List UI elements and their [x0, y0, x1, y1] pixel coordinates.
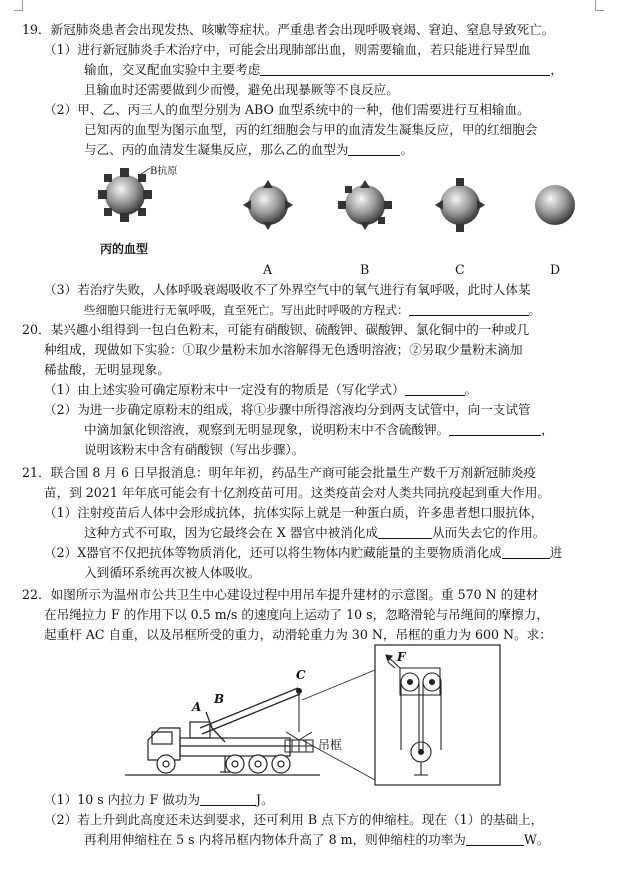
q22-stem-line3: 起重杆 AC 自重，以及吊框所受的重力，动滑轮重力为 30 N，吊框的重力为 600 N。求： [44, 627, 552, 642]
option-b-label: B [360, 262, 370, 277]
q21-part1-text: 这种方式不可取，因为它最终会在 X 器官中被消化成 [84, 525, 379, 540]
q19-part2-line1: （2）甲、乙、丙三人的血型分别为 ABO 血型系统中的一种，他们需要进行互相输血。 [44, 102, 530, 117]
q22-part2-text: 再利用伸缩柱在 5 s 内将吊框内物体升高了 8 m，则伸缩柱的功率为 [84, 832, 466, 847]
q20-part1-text: （1）由上述实验可确定原粉末中一定没有的物质是（写化学式） [44, 382, 405, 397]
q20-part2-punct: ， [541, 422, 554, 437]
crane-point-a-label: A [192, 700, 202, 714]
q21-part2-text: （2）X器官不仅把抗体等物质消化，还可以将生物体内贮藏能量的主要物质消化成 [44, 545, 502, 560]
callout-lines [302, 670, 375, 780]
q20-answer-blank-2[interactable] [449, 423, 541, 436]
bing-cell-caption: 丙的血型 [100, 242, 149, 256]
q19-part3-line2 [84, 302, 540, 318]
q19-part3-line1: （3）若治疗失败，人体呼吸衰竭吸收不了外界空气中的氧气进行有氧呼吸，此时人体某 [44, 282, 531, 297]
option-c-cell [435, 178, 485, 232]
q19-part1-line1: （1）进行新冠肺炎手术治疗中，可能会出现肺部出血，则需要输血，若只能进行异型血 [44, 42, 531, 57]
q19-part3-punct: 。 [528, 303, 541, 317]
q19-answer-blank-1[interactable] [260, 63, 550, 76]
q22-part1-unit: J。 [256, 792, 274, 807]
q22-answer-blank-1[interactable] [200, 793, 256, 806]
q19-part2-line3 [84, 142, 413, 158]
q21-part2-line1 [44, 545, 562, 561]
q20-part2-line2 [84, 422, 554, 438]
q19-part1-line2 [84, 62, 563, 78]
q21-answer-blank-2[interactable] [502, 546, 550, 559]
crane-point-b-label: B [214, 692, 225, 706]
corner-mark-right [595, 0, 604, 11]
q21-part2-line2: 入到循环系统再次被人体吸收。 [84, 565, 261, 580]
q21-part2-tail: 进 [549, 545, 563, 560]
q22-stem-line1: 22．如图所示为温州市公共卫生中心建设过程中用吊车提升建材的示意图。重 570 N 的建材 [22, 587, 539, 602]
q22-part2-line2 [84, 832, 549, 848]
q19-stem: 19．新冠肺炎患者会出现发热、咳嗽等症状。严重患者会出现呼吸衰竭、窘迫、窒息导致死亡。 [22, 22, 555, 37]
crane-figure [0, 640, 618, 790]
option-a-label: A [263, 262, 273, 277]
option-d-label: D [550, 262, 561, 277]
hoist-frame [285, 740, 313, 752]
q20-stem-line2: 种组成，现做如下实验：①取少量粉末加水溶解得无色透明溶液；②另取少量粉末滴加 [44, 342, 523, 357]
option-a-cell [243, 180, 293, 230]
force-f-label: F [397, 650, 406, 664]
q19-answer-blank-3[interactable] [409, 303, 529, 316]
q21-part1-tail: 从而失去它的作用。 [432, 525, 546, 540]
q22-part1 [44, 792, 274, 808]
q19-part2-line2: 已知丙的血型为图示血型，丙的红细胞会与甲的血清发生凝集反应，甲的红细胞会 [84, 122, 538, 137]
q21-answer-blank-1[interactable] [378, 526, 432, 539]
pulley-inset-box [375, 645, 500, 785]
q22-answer-blank-2[interactable] [466, 833, 524, 846]
q22-part1-text: （1）10 s 内拉力 F 做功为 [44, 792, 201, 807]
q19-part2-text: 与乙、丙的血清发生凝集反应，那么乙的血型为 [84, 142, 349, 157]
crane-point-c-label: C [296, 668, 306, 682]
q19-part2-punct: 。 [400, 142, 414, 157]
q22-stem-line2: 在吊绳拉力 F 的作用下以 0.5 m/s 的速度向上运动了 10 s，忽略滑轮与吊绳间的摩擦力， [44, 607, 549, 622]
hoist-rope [286, 689, 312, 741]
q19-part1-text: 输血，交叉配血实验中主要考虑 [84, 62, 261, 77]
q19-part1-line3: 且输血时还需要做到少而慢，避免出现暴厥等不良反应。 [84, 82, 399, 97]
blood-type-figure [0, 160, 618, 290]
wheels [157, 755, 290, 773]
q20-part1 [44, 382, 477, 398]
q20-answer-blank-1[interactable] [405, 383, 465, 396]
q20-part2-text: 中滴加氯化钡溶液，观察到无明显现象，说明粉末中不含硫酸钾。 [84, 422, 450, 437]
q19-part1-punct: ， [550, 62, 563, 77]
q19-part3-text: 些细胞只能进行无氧呼吸，直至死亡。写出此时呼吸的方程式： [84, 303, 409, 317]
q22-part2-line1: （2）若上升到此高度还未达到要求，还可利用 B 点下方的伸缩柱。现在（1）的基础上， [44, 812, 544, 827]
frame-label: 吊框 [318, 738, 343, 752]
q20-part2-line3: 说明该粉末中含有硝酸钡（写出步骤）。 [84, 442, 305, 457]
q20-stem-line3: 稀盐酸，无明显现象。 [44, 362, 170, 377]
option-d-cell [535, 185, 575, 225]
q21-part1-line1: （1）注射疫苗后人体中会形成抗体，抗体实际上就是一种蛋白质，许多患者想口服抗体， [44, 505, 544, 520]
q20-part2-line1: （2）为进一步确定原粉末的组成，将①步骤中所得溶液均分到两支试管中，向一支试管 [44, 402, 531, 417]
bing-blood-cell [98, 168, 152, 222]
q20-stem-line1: 20．某兴趣小组得到一包白色粉末，可能有硝酸钡、硫酸钾、碳酸钾、氯化铜中的一种或几 [22, 322, 530, 337]
antigen-label: B抗原 [150, 166, 178, 177]
q19-answer-blank-2[interactable] [348, 143, 400, 156]
q21-stem-line1: 21．联合国 8 月 6 日早报消息：明年年初，药品生产商可能会批量生产数千万剂新冠肺炎疫 [22, 465, 537, 480]
q21-part1-line2 [84, 525, 545, 541]
q21-stem-line2: 苗，到 2021 年年底可能会有十亿剂疫苗可用。这类疫苗会对人类共同抗疫起到重大作用。 [44, 485, 551, 500]
q20-part1-punct: 。 [464, 382, 478, 397]
q22-part2-unit: W。 [523, 832, 550, 847]
option-b-cell [338, 180, 392, 230]
option-c-label: C [455, 262, 465, 277]
corner-mark-left [14, 0, 23, 11]
